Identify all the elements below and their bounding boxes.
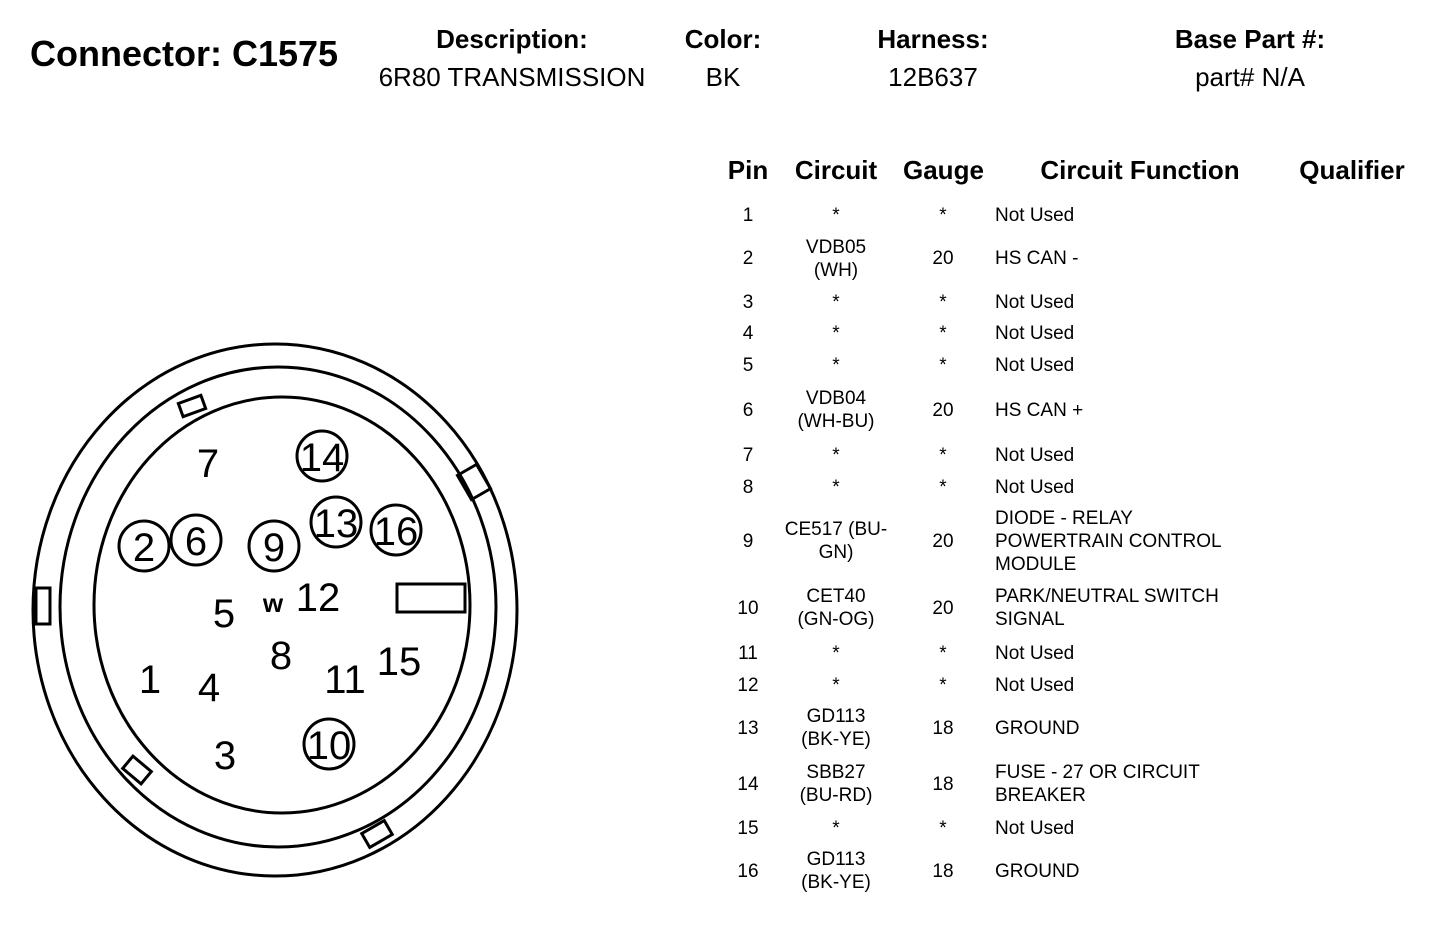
- circuit-cell: GD113 (BK-YE): [801, 706, 871, 750]
- pin-cell: 1: [742, 204, 754, 226]
- pin-1-label: 1: [138, 658, 162, 702]
- gauge-cell: *: [939, 354, 947, 376]
- gauge-cell: 20: [932, 530, 954, 552]
- function-cell: Not Used: [995, 322, 1075, 344]
- pin-4-label: 4: [197, 666, 221, 710]
- qualifier-cell: [1285, 843, 1435, 899]
- header-qualifier: Qualifier: [1299, 155, 1405, 185]
- circuit-cell: GD113 (BK-YE): [801, 849, 871, 893]
- header-circuit: Circuit: [794, 155, 878, 185]
- function-cell: Not Used: [995, 642, 1075, 664]
- pin-9-label: 9: [262, 526, 286, 570]
- circuit-cell: *: [832, 642, 840, 664]
- gauge-cell: 18: [932, 773, 954, 795]
- description-label: Description:: [436, 24, 588, 54]
- circuit-cell: *: [832, 322, 840, 344]
- function-cell: PARK/NEUTRAL SWITCH SIGNAL: [995, 586, 1219, 630]
- pin-6-label: 6: [184, 520, 208, 564]
- pin-7-label: 7: [196, 442, 220, 486]
- pin-cell: 8: [742, 476, 754, 498]
- gauge-cell: *: [939, 322, 947, 344]
- table-row: [715, 843, 1435, 899]
- pin-cell: 3: [742, 291, 754, 313]
- qualifier-cell: [1285, 669, 1435, 701]
- qualifier-cell: [1285, 200, 1435, 230]
- function-cell: Not Used: [995, 204, 1075, 226]
- function-cell: Not Used: [995, 674, 1075, 696]
- table-row: [715, 701, 1435, 755]
- function-cell: GROUND: [995, 717, 1080, 739]
- key-tab-left: [36, 588, 50, 624]
- circuit-cell: VDB04 (WH-BU): [797, 388, 875, 432]
- pin-cell: 12: [737, 674, 759, 696]
- table-row: [715, 755, 1435, 813]
- function-cell: Not Used: [995, 444, 1075, 466]
- pin-cell: 7: [742, 444, 754, 466]
- pin-cell: 14: [737, 773, 759, 795]
- connector-title: Connector: C1575: [30, 33, 339, 74]
- function-cell: FUSE - 27 OR CIRCUIT BREAKER: [995, 762, 1200, 806]
- pin-cell: 5: [742, 354, 754, 376]
- function-cell: HS CAN +: [995, 399, 1084, 421]
- qualifier-cell: [1285, 439, 1435, 471]
- circuit-cell: *: [832, 817, 840, 839]
- qualifier-cell: [1285, 579, 1435, 637]
- table-row: [715, 349, 1435, 381]
- table-body: [715, 200, 1435, 899]
- header-pin: Pin: [727, 155, 769, 185]
- pin-cell: 4: [742, 322, 754, 344]
- function-cell: Not Used: [995, 354, 1075, 376]
- gauge-cell: *: [939, 674, 947, 696]
- color-label: Color:: [684, 24, 762, 54]
- pin-5-label: 5: [212, 592, 236, 636]
- pin-cell: 6: [742, 399, 754, 421]
- function-cell: Not Used: [995, 476, 1075, 498]
- gauge-cell: *: [939, 204, 947, 226]
- pin-11-label: 11: [324, 658, 366, 702]
- circuit-cell: *: [832, 674, 840, 696]
- table-row: [715, 381, 1435, 439]
- function-cell: GROUND: [995, 860, 1080, 882]
- qualifier-cell: [1285, 813, 1435, 843]
- pin-13-label: 13: [313, 502, 359, 546]
- table-row: [715, 503, 1435, 579]
- pin-16-label: 16: [373, 510, 419, 554]
- pin-2-label: 2: [132, 526, 156, 570]
- base-part-value: part# N/A: [1195, 62, 1305, 92]
- function-cell: HS CAN -: [995, 248, 1079, 269]
- pin-10-label: 10: [306, 724, 352, 768]
- gauge-cell: 18: [932, 860, 954, 882]
- pin-cell: 16: [737, 860, 759, 882]
- gauge-cell: *: [939, 291, 947, 313]
- base-part-label: Base Part #:: [1174, 24, 1326, 54]
- pin-3-label: 3: [213, 734, 237, 778]
- qualifier-cell: [1285, 317, 1435, 349]
- circuit-cell: *: [832, 291, 840, 313]
- pin-cell: 11: [738, 642, 758, 664]
- function-cell: Not Used: [995, 817, 1075, 839]
- qualifier-cell: [1285, 503, 1435, 579]
- pin-12-label: 12: [295, 576, 341, 620]
- table-row: [715, 439, 1435, 471]
- table-row: [715, 471, 1435, 503]
- key-tab-top: [178, 395, 205, 416]
- qualifier-cell: [1285, 230, 1435, 287]
- pin-8-label: 8: [269, 634, 293, 678]
- description-value: 6R80 TRANSMISSION: [378, 62, 646, 92]
- color-value: BK: [705, 62, 741, 92]
- table-row: [715, 230, 1435, 287]
- key-slot-right: [397, 584, 465, 612]
- function-cell: DIODE - RELAY POWERTRAIN CONTROL MODULE: [995, 507, 1222, 575]
- pin-cell: 10: [737, 597, 759, 619]
- function-cell: Not Used: [995, 291, 1075, 313]
- gauge-cell: 20: [932, 248, 954, 269]
- pin-14-label: 14: [299, 436, 345, 480]
- polarity-marker: w: [262, 588, 284, 618]
- qualifier-cell: [1285, 471, 1435, 503]
- qualifier-cell: [1285, 637, 1435, 669]
- gauge-cell: 20: [932, 597, 954, 619]
- pin-cell: 15: [737, 817, 759, 839]
- table-row: [715, 200, 1435, 230]
- pin-cell: 9: [742, 530, 754, 552]
- header-circuit-function: Circuit Function: [1040, 155, 1240, 185]
- gauge-cell: *: [939, 642, 947, 664]
- table-row: [715, 579, 1435, 637]
- pin-cell: 13: [737, 717, 759, 739]
- gauge-cell: *: [939, 476, 947, 498]
- qualifier-cell: [1285, 381, 1435, 439]
- qualifier-cell: [1285, 349, 1435, 381]
- circuit-cell: CET40 (GN-OG): [797, 586, 875, 630]
- harness-value: 12B637: [888, 62, 978, 92]
- header-gauge: Gauge: [903, 155, 984, 185]
- circuit-cell: SBB27 (BU-RD): [799, 762, 873, 806]
- harness-label: Harness:: [877, 24, 989, 54]
- circuit-cell: *: [832, 204, 840, 226]
- table-row: [715, 637, 1435, 669]
- gauge-cell: *: [939, 817, 947, 839]
- pin-cell: 2: [742, 248, 754, 269]
- gauge-cell: *: [939, 444, 947, 466]
- circuit-cell: CE517 (BU- GN): [784, 519, 888, 563]
- circuit-cell: *: [832, 444, 840, 466]
- key-tab-bottom: [362, 821, 393, 848]
- pin-15-label: 15: [376, 640, 422, 684]
- connector-face-drawing: [0, 330, 540, 890]
- table-row: [715, 813, 1435, 843]
- circuit-cell: *: [832, 476, 840, 498]
- table-row: [715, 287, 1435, 317]
- gauge-cell: 20: [932, 399, 954, 421]
- table-row: [715, 669, 1435, 701]
- qualifier-cell: [1285, 755, 1435, 813]
- key-tab-upper-right: [457, 464, 490, 499]
- qualifier-cell: [1285, 287, 1435, 317]
- circuit-cell: VDB05 (WH): [805, 236, 867, 281]
- table-row: [715, 317, 1435, 349]
- connector-face: [0, 330, 540, 890]
- qualifier-cell: [1285, 701, 1435, 755]
- gauge-cell: 18: [932, 717, 954, 739]
- circuit-cell: *: [832, 354, 840, 376]
